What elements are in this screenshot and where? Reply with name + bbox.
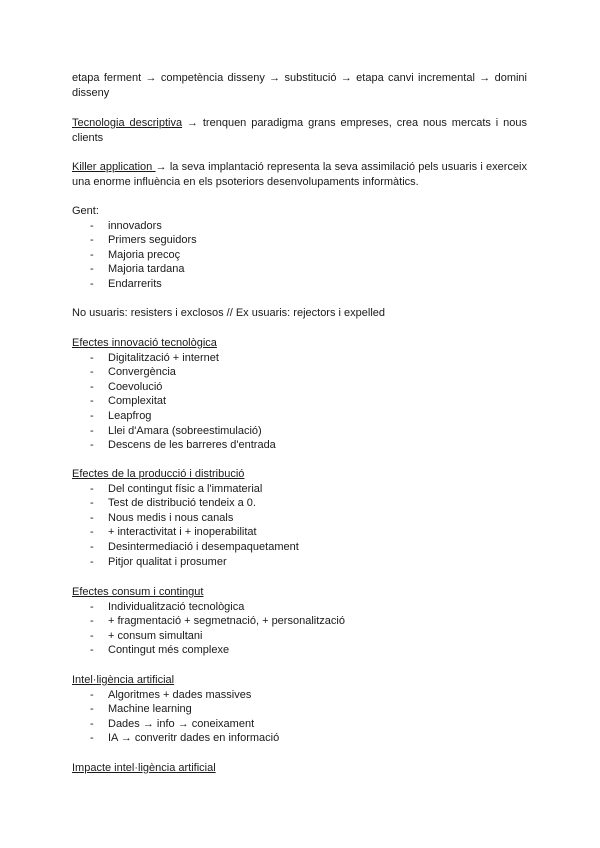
intro-text: etapa ferment → competència disseny → substitució → etapa canvi incremental → domini disseny [72,72,527,99]
list-item: - Primers seguidors [72,233,527,248]
list-item: - innovadors [72,219,527,234]
list-item: - Dades → info → coneixament [72,717,527,732]
list-item: - Del contingut físic a l'immaterial [72,482,527,497]
ia-section [72,673,527,746]
efectes-innovacio-list [72,351,527,453]
list-item: - Llei d'Amara (sobreestimulació) [72,424,527,439]
list-item: - Leapfrog [72,409,527,424]
list-item: - Majoria precoç [72,248,527,263]
list-item: - Convergència [72,365,527,380]
list-item: - Digitalització + internet [72,351,527,366]
list-item: - Test de distribució tendeix a 0. [72,496,527,511]
tecnologia-paragraph [72,116,527,145]
list-item: - Descens de les barreres d'entrada [72,438,527,453]
list-item: - Individualització tecnològica [72,600,527,615]
efectes-produccio-list [72,482,527,570]
list-item: - Contingut més complexe [72,643,527,658]
killer-paragraph [72,160,527,189]
ia-list [72,688,527,746]
list-item: - Complexitat [72,394,527,409]
killer-text: → la seva implantació representa la seva assimilació pels usuaris i exerceix una enorme influència en els psoteriors desenvolupaments informàtics. [72,161,528,188]
section-heading: Efectes consum i contingut [72,586,204,598]
section-heading: Efectes innovació tecnològica [72,337,217,349]
list-item: - + fragmentació + segmetnació, + personalització [72,614,527,629]
list-item: - Desintermediació i desempaquetament [72,540,527,555]
tecnologia-term: Tecnologia descriptiva [72,117,183,129]
intro-paragraph [72,71,527,100]
section-heading: Impacte intel·ligència artificial [72,762,216,774]
list-item: - Pitjor qualitat i prosumer [72,555,527,570]
killer-term: Killer application [72,161,156,173]
list-item: - Coevolució [72,380,527,395]
gent-section [72,204,527,292]
efectes-consum-list [72,600,527,658]
efectes-produccio-section [72,467,527,569]
list-item: - + consum simultani [72,629,527,644]
list-item: - Algoritmes + dades massives [72,688,527,703]
list-item: - Nous medis i nous canals [72,511,527,526]
list-item: - IA → converitr dades en informació [72,731,527,746]
gent-heading: Gent: [72,205,99,217]
tecnologia-text: → trenquen paradigma grans empreses, crea nous mercats i nous clients [72,117,527,144]
list-item: - + interactivitat i + inoperabilitat [72,525,527,540]
list-item: - Majoria tardana [72,262,527,277]
section-heading: Efectes de la producció i distribució [72,468,245,480]
gent-list [72,219,527,292]
list-item: - Machine learning [72,702,527,717]
efectes-consum-section [72,585,527,658]
efectes-innovacio-section [72,336,527,453]
list-item: - Endarrerits [72,277,527,292]
impacte-section [72,761,527,776]
no-usuaris-line: No usuaris: resisters i exclosos // Ex usuaris: rejectors i expelled [72,307,386,319]
section-heading: Intel·ligència artificial [72,674,175,686]
